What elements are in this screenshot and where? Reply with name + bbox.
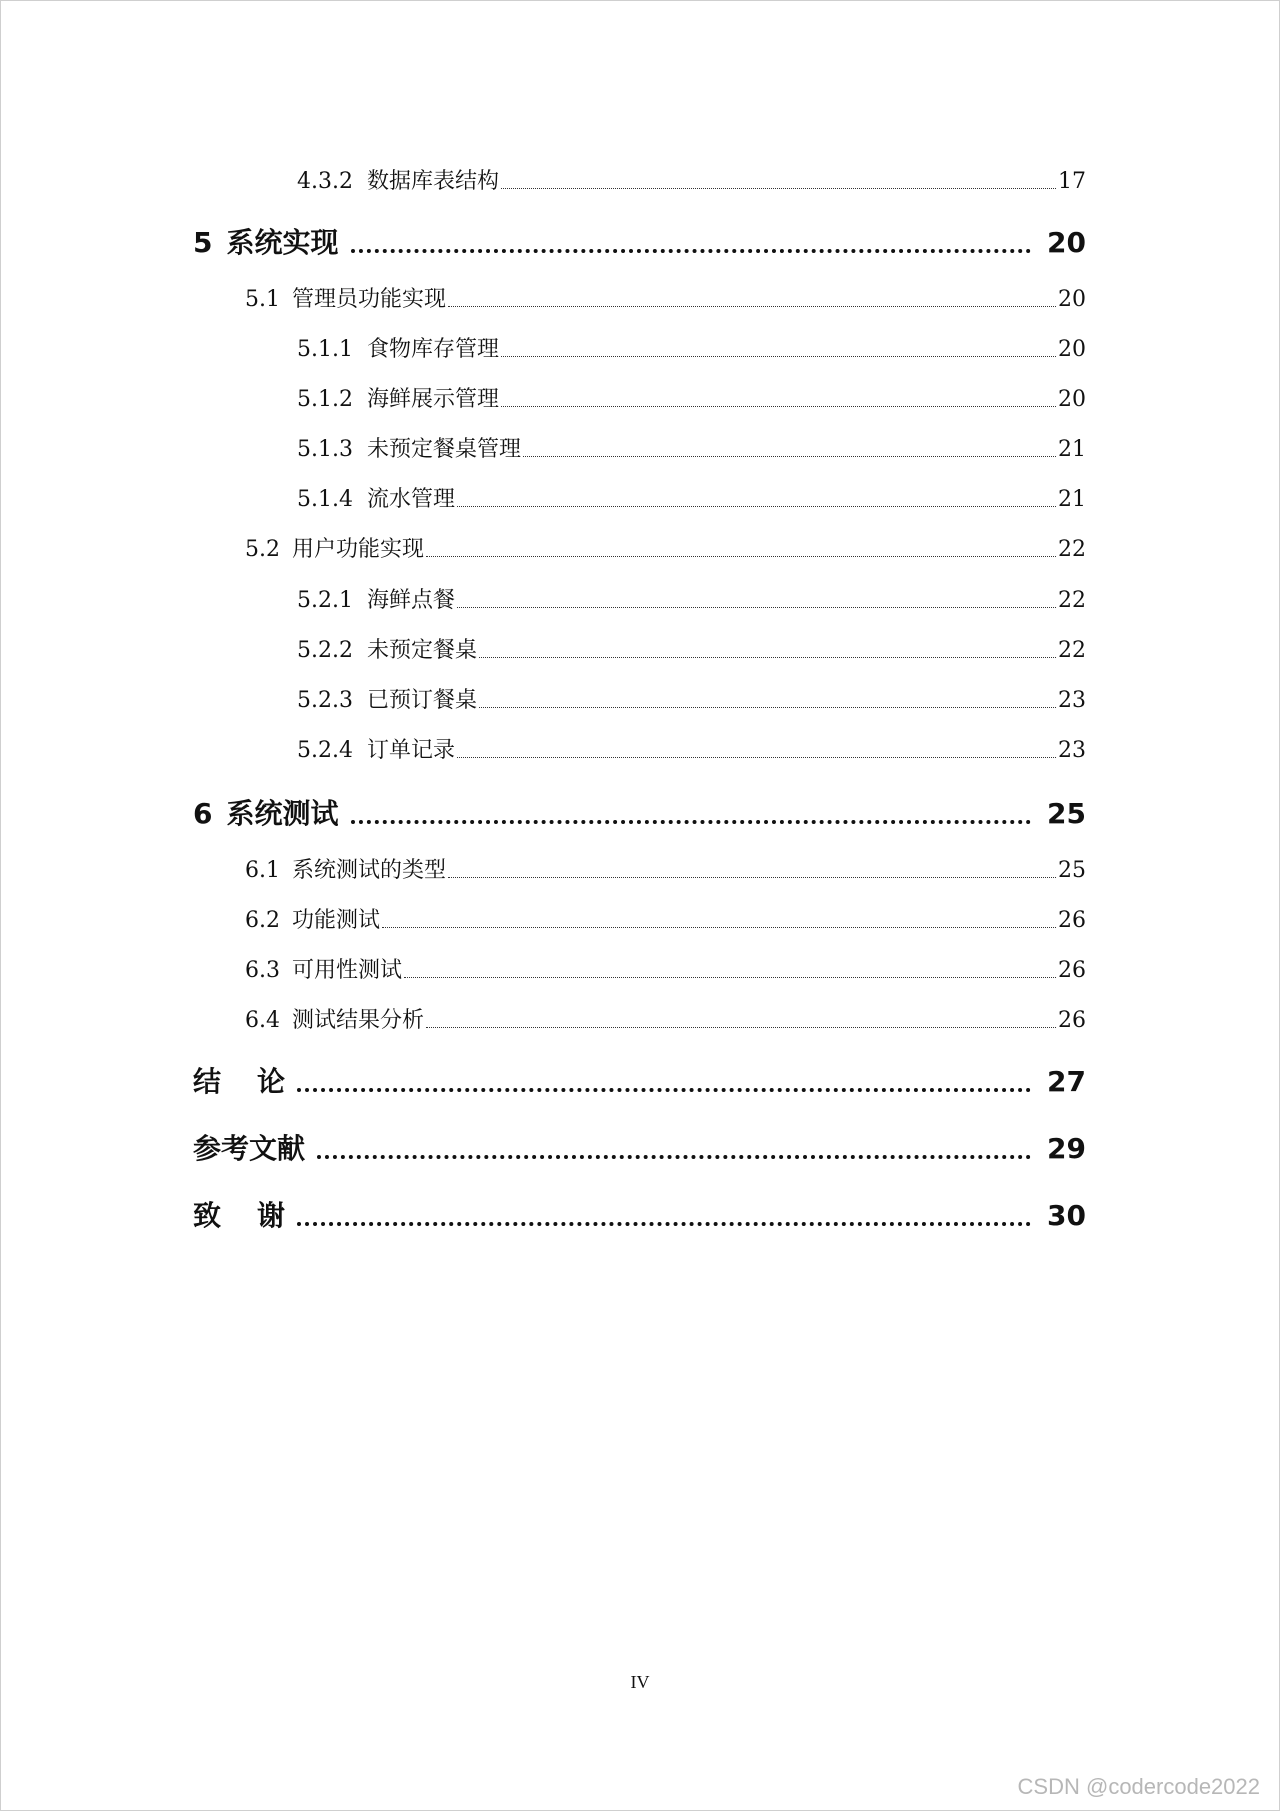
- toc-entry-number: 5.2.3: [297, 688, 353, 713]
- toc-entry-page: 25: [1047, 797, 1086, 830]
- toc-entry-title: 海鲜点餐: [366, 588, 455, 613]
- dot-leader: [351, 234, 1032, 253]
- toc-entry-title: 食物库存管理: [366, 337, 499, 362]
- toc-entry-number: 5: [193, 226, 213, 259]
- toc-entry-page: 20: [1058, 387, 1086, 412]
- toc-entry-page: 21: [1058, 437, 1086, 462]
- toc-entry-section[interactable]: [245, 853, 1086, 884]
- toc-entry-page: 23: [1058, 688, 1086, 713]
- dot-leader: [404, 964, 1056, 978]
- dot-leader: [317, 1140, 1031, 1159]
- toc-entry-title: 未预定餐桌: [366, 638, 477, 663]
- dot-leader: [479, 694, 1056, 708]
- dot-leader: [351, 805, 1032, 824]
- dot-leader: [448, 293, 1056, 307]
- toc-entry-title: 致谢: [193, 1199, 322, 1232]
- toc-entry-title: 已预订餐桌: [366, 688, 477, 713]
- toc-entry-title: 系统实现: [226, 226, 339, 259]
- toc-entry-number: 5.2.4: [297, 738, 353, 763]
- toc-entry-chapter[interactable]: [193, 792, 1086, 832]
- toc-entry[interactable]: [297, 332, 1086, 363]
- dot-leader: [501, 393, 1056, 407]
- toc-entry-number: 5.1: [245, 287, 280, 312]
- toc-entry[interactable]: [297, 633, 1086, 664]
- toc-entry-number: 5.1.4: [297, 487, 353, 512]
- toc-entry-page: 17: [1058, 169, 1086, 194]
- toc-entry-page: 22: [1058, 588, 1086, 613]
- toc-entry-page: 26: [1058, 908, 1086, 933]
- dot-leader: [523, 443, 1056, 457]
- toc-entry-number: 5.1.1: [297, 337, 353, 362]
- toc-entry[interactable]: [297, 733, 1086, 764]
- toc-entry-number: 6.1: [245, 858, 280, 883]
- toc-entry-title: 数据库表结构: [366, 169, 499, 194]
- dot-leader: [382, 914, 1056, 928]
- toc-entry[interactable]: [297, 382, 1086, 413]
- toc-entry-title: 可用性测试: [292, 958, 403, 983]
- toc-entry-number: 5.2: [245, 537, 280, 562]
- watermark: CSDN @codercode2022: [1017, 1774, 1260, 1799]
- toc-entry-page: 22: [1058, 638, 1086, 663]
- toc-entry-title: 测试结果分析: [292, 1008, 425, 1033]
- toc-entry-page: 22: [1058, 537, 1086, 562]
- dot-leader: [426, 543, 1056, 557]
- dot-leader: [448, 864, 1056, 878]
- toc-entry-title: 功能测试: [292, 908, 381, 933]
- toc-entry-page: 26: [1058, 1008, 1086, 1033]
- toc-entry-page: 20: [1058, 287, 1086, 312]
- toc-entry-number: 6.4: [245, 1008, 280, 1033]
- toc-entry-page: 29: [1047, 1132, 1086, 1165]
- toc-entry-title: 系统测试: [226, 797, 339, 830]
- toc-entry-title: 海鲜展示管理: [366, 387, 499, 412]
- toc-entry-title: 系统测试的类型: [292, 858, 447, 883]
- toc-entry-number: 5.1.2: [297, 387, 353, 412]
- toc-entry-number: 5.2.1: [297, 588, 353, 613]
- toc-entry-title: 流水管理: [366, 487, 455, 512]
- toc-entry-section[interactable]: [245, 903, 1086, 934]
- toc-entry-section[interactable]: [245, 1003, 1086, 1034]
- toc-entry-page: 20: [1047, 226, 1086, 259]
- toc-entry-page: 20: [1058, 337, 1086, 362]
- toc-entry-section[interactable]: [245, 282, 1086, 313]
- toc-entry-section[interactable]: [245, 532, 1086, 563]
- toc-entry-title: 结论: [193, 1065, 322, 1098]
- dot-leader: [501, 175, 1056, 189]
- toc-entry-chapter[interactable]: [193, 221, 1086, 261]
- toc-entry-number: 6: [193, 797, 213, 830]
- toc-entry-title: 参考文献: [193, 1132, 306, 1165]
- toc-entry-acknowledgements[interactable]: [193, 1194, 1086, 1234]
- toc-entry[interactable]: [297, 482, 1086, 513]
- toc-entry[interactable]: [297, 164, 1086, 195]
- dot-leader: [457, 744, 1056, 758]
- toc-entry-page: 21: [1058, 487, 1086, 512]
- toc-entry[interactable]: [297, 432, 1086, 463]
- dot-leader: [426, 1014, 1056, 1028]
- toc-entry-title: 未预定餐桌管理: [366, 437, 521, 462]
- toc-entry-section[interactable]: [245, 953, 1086, 984]
- toc-entry-number: 6.2: [245, 908, 280, 933]
- toc-entry-title: 用户功能实现: [292, 537, 425, 562]
- page-number: IV: [630, 1672, 650, 1692]
- toc-entry-number: 5.2.2: [297, 638, 353, 663]
- toc-entry[interactable]: [297, 683, 1086, 714]
- dot-leader: [479, 644, 1056, 658]
- dot-leader: [297, 1207, 1031, 1226]
- toc-entry[interactable]: [297, 583, 1086, 614]
- dot-leader: [297, 1073, 1031, 1092]
- toc-entry-title: 管理员功能实现: [292, 287, 447, 312]
- toc-entry-page: 26: [1058, 958, 1086, 983]
- toc-entry-references[interactable]: [193, 1127, 1086, 1167]
- toc-entry-number: 6.3: [245, 958, 280, 983]
- dot-leader: [501, 343, 1056, 357]
- toc-entry-title: 订单记录: [366, 738, 455, 763]
- toc-entry-page: 23: [1058, 738, 1086, 763]
- toc-entry-page: 27: [1047, 1065, 1086, 1098]
- dot-leader: [457, 594, 1056, 608]
- toc-entry-number: 4.3.2: [297, 169, 353, 194]
- toc-entry-conclusion[interactable]: [193, 1060, 1086, 1100]
- toc-entry-number: 5.1.3: [297, 437, 353, 462]
- dot-leader: [457, 493, 1056, 507]
- toc-entry-page: 30: [1047, 1199, 1086, 1232]
- toc-entry-page: 25: [1058, 858, 1086, 883]
